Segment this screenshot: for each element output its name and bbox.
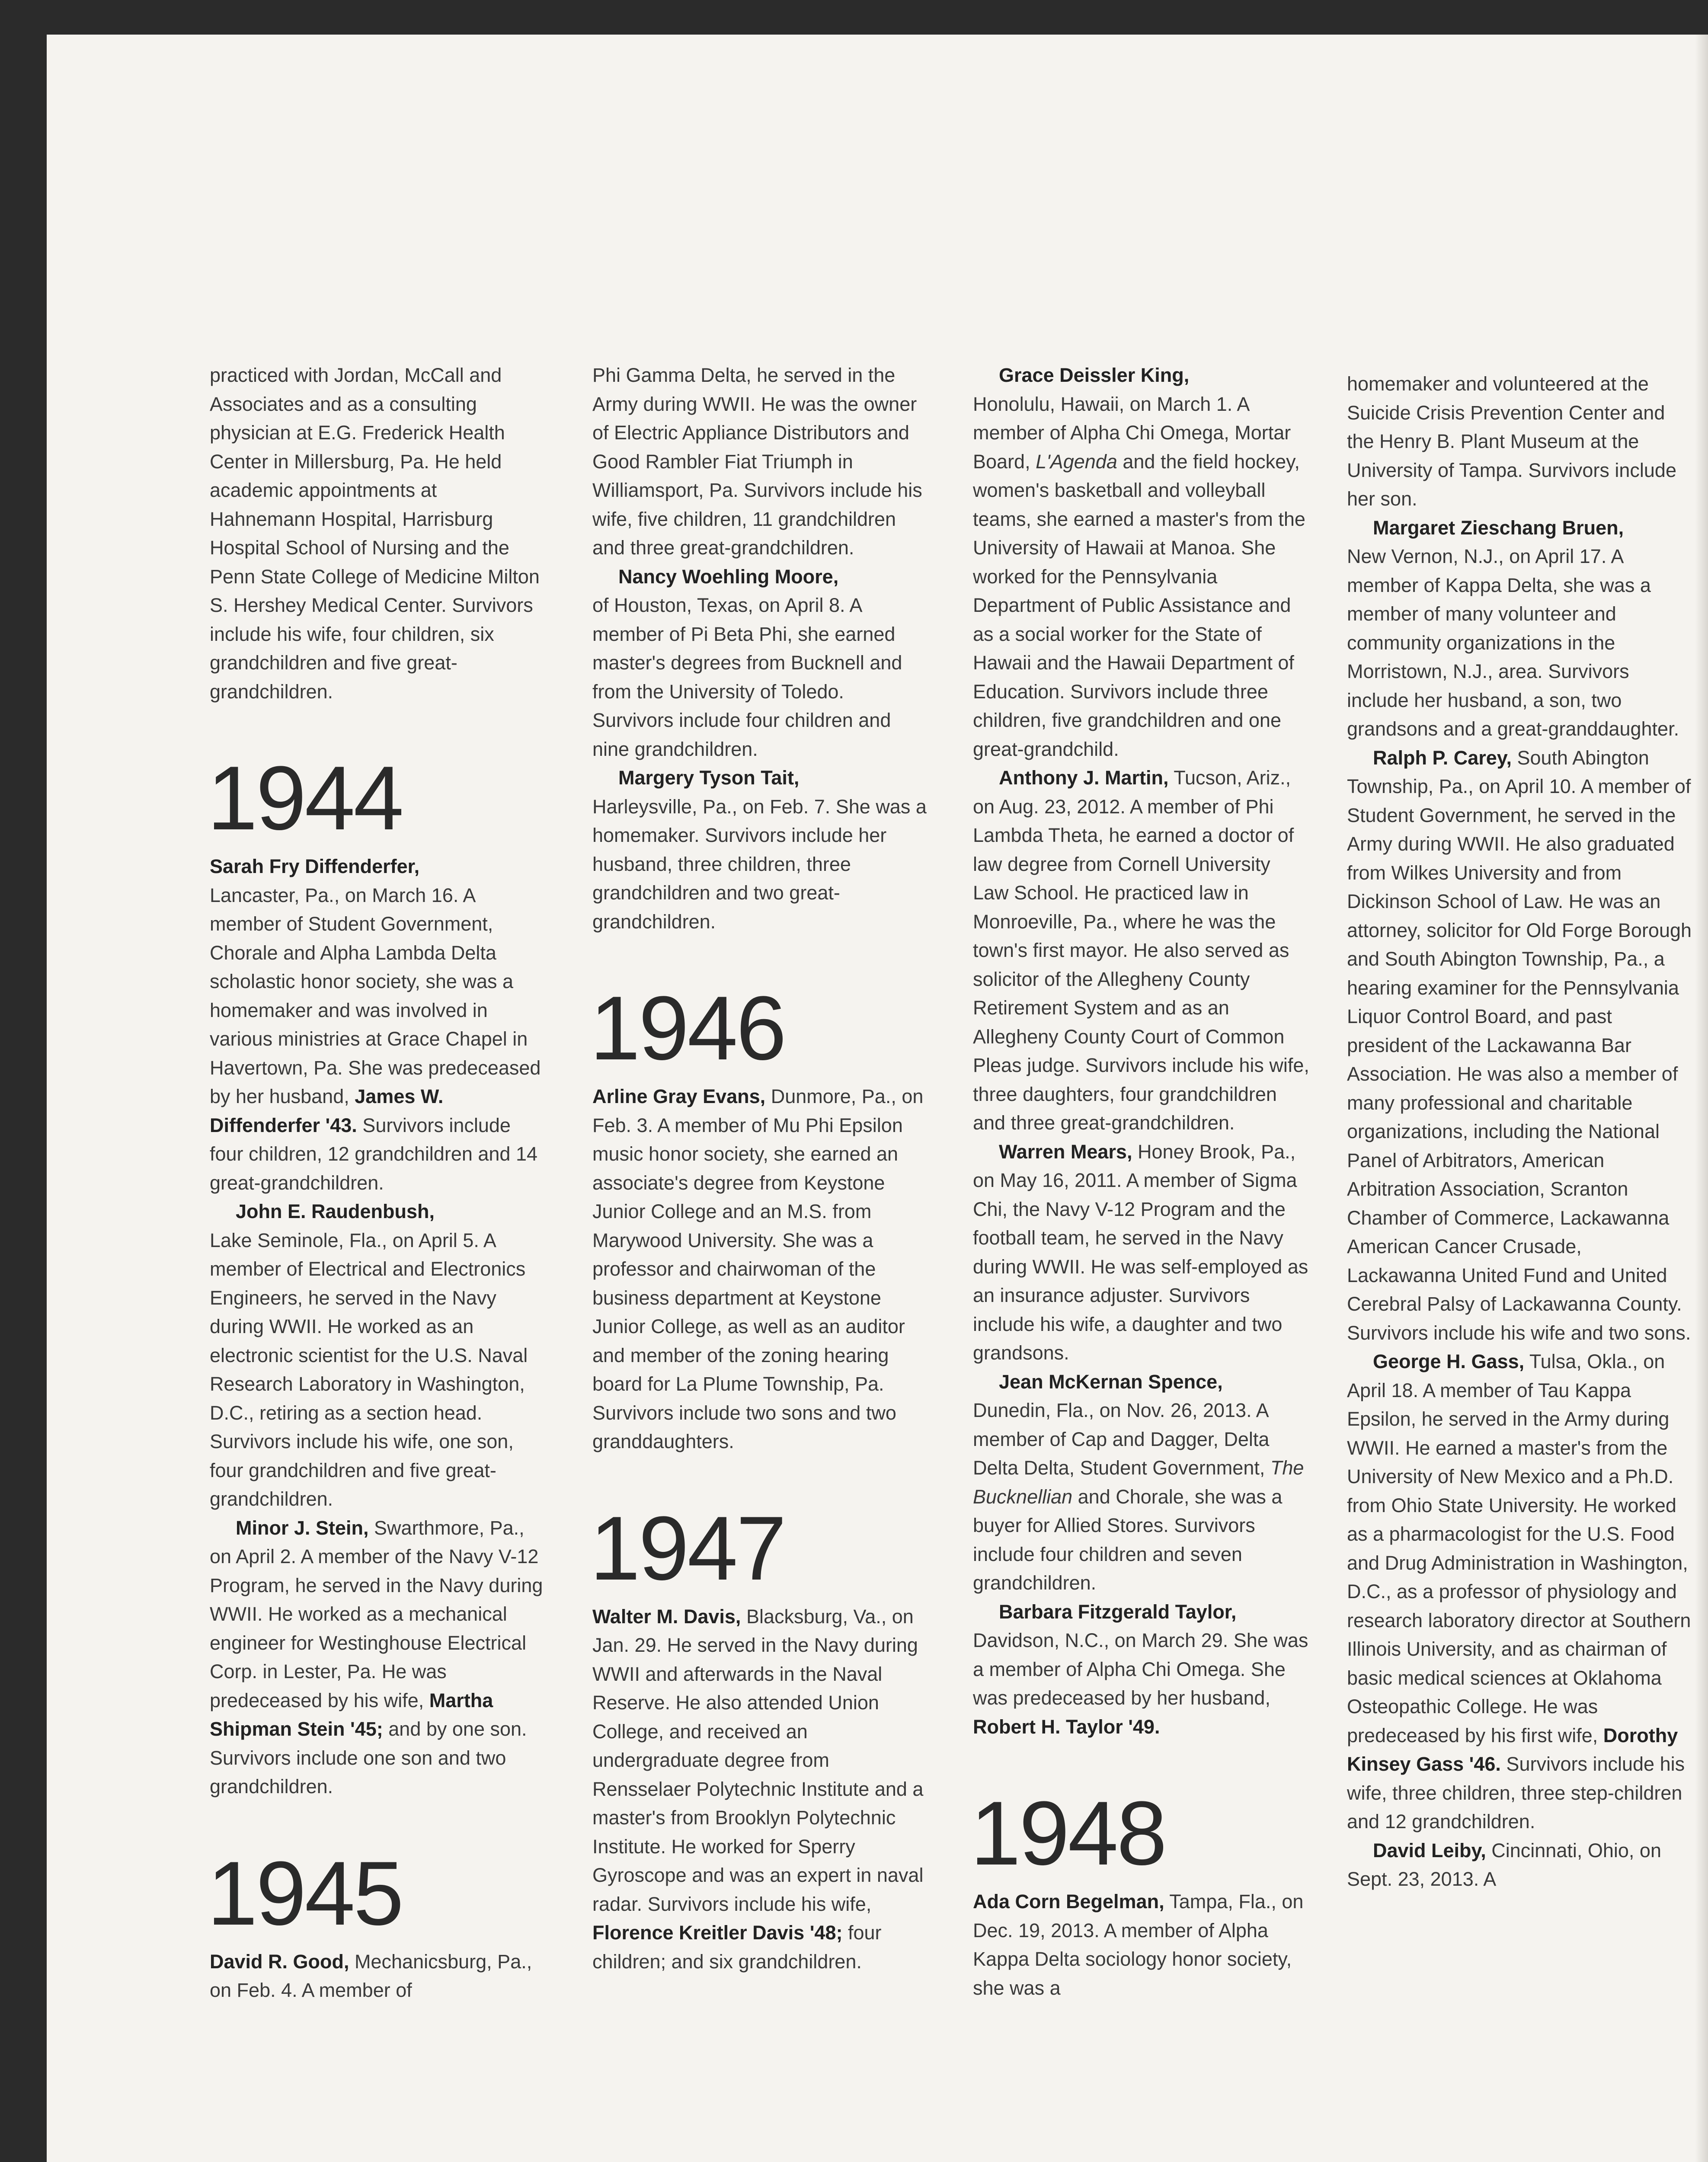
column-4 <box>1347 370 1693 1894</box>
obituary-name: Arline Gray Evans, <box>592 1085 766 1107</box>
obituary-nancy-woehling-moore: Nancy Woehling Moore, of Houston, Texas, on April 8. A member of Pi Beta Phi, she earned master's degrees from Bucknell and from the University of Toledo. Survivors include four children and nine grandchildren. <box>592 565 902 760</box>
obituary-sarah-fry-diffenderfer: Sarah Fry Diffenderfer, Lancaster, Pa., on March 16. A member of Student Government, Chorale and Alpha Lambda Delta scholastic honor society, she was a homemaker and was involved in various ministries at Grace Chapel in Havertown, Pa. She was predeceased by her husband, James W. Diffenderfer '43. Survivors include four children, 12 grandchildren and 14 great-grandchildren. <box>210 855 541 1194</box>
class-year-1948: 1948 <box>970 1782 1166 1884</box>
obituary-david-leiby: David Leiby, Cincinnati, Ohio, on Sept. 23, 2013. A <box>1347 1839 1661 1890</box>
obituary-name: Margaret Zieschang Bruen, <box>1373 516 1624 539</box>
obituary-walter-davis: Walter M. Davis, Blacksburg, Va., on Jan. 29. He served in the Navy during WWII and afterwards in the Naval Reserve. He also attended Union College, and received an undergraduate degree from Rensselaer Polytechnic Institute and a master's from Brooklyn Polytechnic Institute. He worked for Sperry Gyroscope and was an expert in naval radar. Survivors include his wife, Florence Kreitler Davis '48; four children; and six grandchildren. <box>592 1605 924 1973</box>
spouse-name: James W. Diffenderfer '43. <box>210 1085 444 1136</box>
obituary-name: Sarah Fry Diffenderfer, <box>210 855 420 877</box>
obituary-continued: practiced with Jordan, McCall and Associates and as a consulting physician at E.G. Frederick Health Center in Millersburg, Pa. He held academic appointments at Hahnemann Hospital, Harrisburg Hospital School of Nursing and the Penn State College of Medicine Milton S. Hershey Medical Center. Survivors include his wife, four children, six grandchildren and five great-grandchildren. <box>210 364 540 703</box>
obituary-name: Walter M. Davis, <box>592 1605 741 1628</box>
column-2 <box>592 361 930 1976</box>
obituary-grace-deissler-king: Grace Deissler King, Honolulu, Hawaii, on March 1. A member of Alpha Chi Omega, Mortar Board, L'Agenda and the field hockey, women's basketball and volleyball teams, she earned a master's from the University of Hawaii at Manoa. She worked for the Pennsylvania Department of Public Assistance and as a social worker for the State of Hawaii and the Hawaii Department of Education. Survivors include three children, five grandchildren and one great-grandchild. <box>973 364 1305 760</box>
obituary-david-good: David R. Good, Mechanicsburg, Pa., on Feb. 4. A member of <box>210 1950 532 2001</box>
obituary-name: Jean McKernan Spence, <box>999 1370 1223 1393</box>
obituary-warren-mears: Warren Mears, Honey Brook, Pa., on May 16, 2011. A member of Sigma Chi, the Navy V-12 Program and the football team, he served in the Navy during WWII. He was self-employed as an insurance adjuster. Survivors include his wife, a daughter and two grandsons. <box>973 1140 1308 1364</box>
obituary-name: Grace Deissler King, <box>999 364 1190 386</box>
class-year-1947: 1947 <box>590 1497 785 1599</box>
spouse-name: Robert H. Taylor '49. <box>973 1715 1160 1738</box>
obituary-arline-gray-evans: Arline Gray Evans, Dunmore, Pa., on Feb. 3. A member of Mu Phi Epsilon music honor society, she earned an associate's degree from Keystone Junior College and an M.S. from Marywood University. She was a professor and chairwoman of the business department at Keystone Junior College, as well as an auditor and member of the zoning hearing board for La Plume Township, Pa. Survivors include two sons and two granddaughters. <box>592 1085 924 1452</box>
obituary-name: John E. Raudenbush, <box>236 1200 435 1222</box>
obituary-name: David R. Good, <box>210 1950 349 1973</box>
obituary-name: Anthony J. Martin, <box>999 767 1169 789</box>
obituary-name: Margery Tyson Tait, <box>618 767 800 789</box>
obituary-anthony-martin: Anthony J. Martin, Tucson, Ariz., on Aug. 23, 2012. A member of Phi Lambda Theta, he earned a doctor of law degree from Cornell University Law School. He practiced law in Monroeville, Pa., where he was the town's first mayor. He also served as solicitor of the Allegheny County Retirement System and as an Allegheny County Court of Common Pleas judge. Survivors include his wife, three daughters, four grandchildren and three great-grandchildren. <box>973 767 1309 1134</box>
obituary-name: David Leiby, <box>1373 1839 1486 1861</box>
column-3 <box>970 361 1310 2002</box>
obituary-ada-corn-begelman: Ada Corn Begelman, Tampa, Fla., on Dec. 19, 2013. A member of Alpha Kappa Delta sociology honor society, she was a <box>973 1890 1304 1999</box>
spouse-name: Dorothy Kinsey Gass '46. <box>1347 1724 1678 1775</box>
class-year-1944: 1944 <box>207 747 403 849</box>
obituary-john-raudenbush: John E. Raudenbush, Lake Seminole, Fla., on April 5. A member of Electrical and Electronics Engineers, he served in the Navy during WWII. He worked as an electronic scientist for the U.S. Naval Research Laboratory in Washington, D.C., retiring as a section head. Survivors include his wife, one son, four grandchildren and five great-grandchildren. <box>210 1200 528 1510</box>
obituary-name: George H. Gass, <box>1373 1350 1525 1372</box>
obituary-name: Warren Mears, <box>999 1140 1132 1163</box>
obituary-name: Ralph P. Carey, <box>1373 746 1512 769</box>
obituary-name: Minor J. Stein, <box>236 1516 369 1539</box>
obituary-continued: Phi Gamma Delta, he served in the Army during WWII. He was the owner of Electric Appliance Distributors and Good Rambler Fiat Triumph in Williamsport, Pa. Survivors include his wife, five children, 11 grandchildren and three great-grandchildren. <box>592 364 922 559</box>
obituary-jean-mckernan-spence: Jean McKernan Spence, Dunedin, Fla., on Nov. 26, 2013. A member of Cap and Dagger, Delta Delta Delta, Student Government, The Bucknellian and Chorale, she was a buyer for Allied Stores. Survivors include four children and seven grandchildren. <box>973 1370 1304 1594</box>
obituary-minor-stein: Minor J. Stein, Swarthmore, Pa., on April 2. A member of the Navy V-12 Program, he served in the Navy during WWII. He worked as a mechanical engineer for Westinghouse Electrical Corp. in Lester, Pa. He was predeceased by his wife, Martha Shipman Stein '45; and by one son. Survivors include one son and two grandchildren. <box>210 1516 543 1797</box>
obituary-ralph-carey: Ralph P. Carey, South Abington Township, Pa., on April 10. A member of Student Government, he served in the Army during WWII. He also graduated from Wilkes University and from Dickinson School of Law. He was an attorney, solicitor for Old Forge Borough and South Abington Township, Pa., a hearing examiner for the Pennsylvania Liquor Control Board, and past president of the Lackawanna Bar Association. He was also a member of many professional and charitable organizations, including the National Panel of Arbitrators, American Arbitration Association, Scranton Chamber of Commerce, Lackawanna American Cancer Crusade, Lackawanna United Fund and United Cerebral Palsy of Lackawanna County. Survivors include his wife and two sons. <box>1347 746 1692 1344</box>
spouse-name: Florence Kreitler Davis '48; <box>592 1922 843 1944</box>
obituary-name: Nancy Woehling Moore, <box>618 565 839 588</box>
obituary-margaret-zieschang-bruen: Margaret Zieschang Bruen, New Vernon, N.J., on April 17. A member of Kappa Delta, she was a member of many volunteer and community organizations in the Morristown, N.J., area. Survivors include her husband, a son, two grandsons and a great-granddaughter. <box>1347 516 1679 740</box>
column-1 <box>207 361 547 2005</box>
spouse-name: Martha Shipman Stein '45; <box>210 1689 493 1740</box>
class-year-1946: 1946 <box>590 977 785 1079</box>
page-edge-shadow <box>1695 35 1708 2162</box>
obituary-name: Ada Corn Begelman, <box>973 1890 1164 1913</box>
obituary-margery-tyson-tait: Margery Tyson Tait, Harleysville, Pa., on Feb. 7. She was a homemaker. Survivors include her husband, three children, three grandchildren and two great-grandchildren. <box>592 767 927 933</box>
class-year-1945: 1945 <box>207 1842 403 1944</box>
obituary-george-gass: George H. Gass, Tulsa, Okla., on April 18. A member of Tau Kappa Epsilon, he served in the Army during WWII. He earned a master's from the University of New Mexico and a Ph.D. from Ohio State University. He worked as a pharmacologist for the U.S. Food and Drug Administration in Washington, D.C., as a professor of physiology and research laboratory director at Southern Illinois University, and as chairman of basic medical sciences at Oklahoma Osteopathic College. He was predeceased by his first wife, Dorothy Kinsey Gass '46. Survivors include his wife, three children, three step-children and 12 grandchildren. <box>1347 1350 1691 1833</box>
magazine-page <box>47 35 1708 2162</box>
obituary-barbara-fitzgerald-taylor: Barbara Fitzgerald Taylor, Davidson, N.C., on March 29. She was a member of Alpha Chi Omega. She was predeceased by her husband, Robert H. Taylor '49. <box>973 1600 1308 1738</box>
obituary-continued: homemaker and volunteered at the Suicide Crisis Prevention Center and the Henry B. Plant Museum at the University of Tampa. Survivors include her son. <box>1347 373 1676 510</box>
obituary-name: Barbara Fitzgerald Taylor, <box>999 1600 1237 1623</box>
